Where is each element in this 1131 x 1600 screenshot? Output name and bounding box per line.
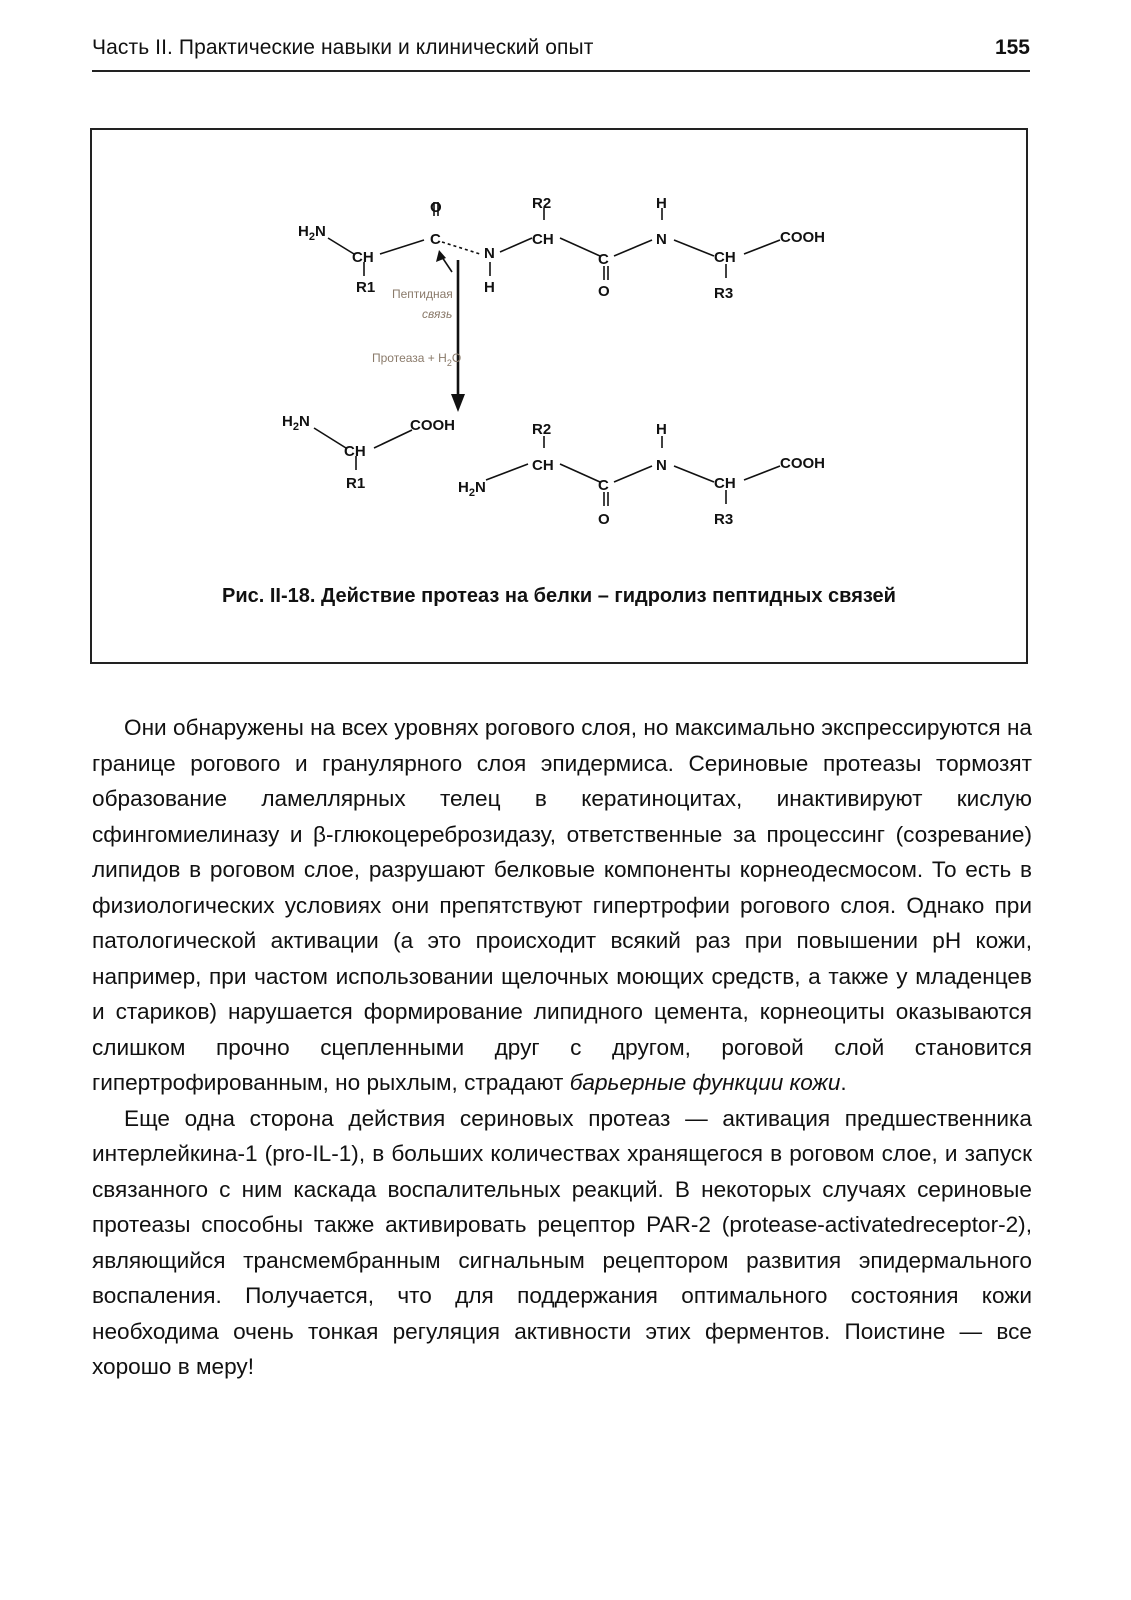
- atom-cooh-3: COOH: [780, 455, 825, 472]
- peptide-hydrolysis-diagram: [92, 130, 1026, 580]
- atom-o-1: O: [430, 199, 442, 216]
- atom-c-1: C: [430, 231, 441, 248]
- page-number: 155: [994, 36, 1030, 59]
- atom-cooh-1: COOH: [780, 229, 825, 246]
- italic-phrase: барьерные функции кожи: [569, 1070, 841, 1095]
- atom-ch-4: CH: [344, 443, 366, 460]
- figure-caption: [92, 585, 1026, 608]
- atom-h-2: H: [656, 195, 667, 212]
- atom-h-1: H: [484, 279, 495, 296]
- atom-n-2: N: [656, 231, 667, 248]
- running-title: Часть II. Практические навыки и клинический опыт: [92, 36, 594, 59]
- svg-text:H2N: $H_2N$: [298, 223, 326, 243]
- atom-ch-3: CH: [714, 249, 736, 266]
- figure-caption-text: Действие протеаз на белки – гидролиз пептидных связей: [315, 585, 896, 607]
- atom-r1: R1: [356, 279, 376, 296]
- atom-ch-5: CH: [532, 457, 554, 474]
- svg-text:H2N: $H_2N$: [282, 413, 310, 433]
- atom-c-2: C: [598, 251, 609, 268]
- paragraph-1: Они обнаружены на всех уровнях рогового слоя, но максимально экспрессируются на границе рогового и гранулярного слоя эпидермиса. Сериновые протеазы тормозят образование ламеллярных телец в кератиноцитах, инактивируют кислую сфингомиелиназу и β-глюкоцереброзидазу, ответственные за процессинг (созревание) липидов в роговом слое, разрушают белковые компоненты корнеодесмосом. То есть в физиологических условиях они препятствуют гипертрофии рогового слоя. Однако при патологической активации (а это происходит всякий раз при повышении pH кожи, например, при частом использовании щелочных моющих средств, а также у младенцев и стариков) нарушается формирование липидного цемента, корнеоциты оказываются слишком прочно сцепленными друг с другом, роговой слой становится гипертрофированным, но рыхлым, страдают барьерные функции кожи.: [92, 715, 1032, 1095]
- atom-r2: R2: [532, 195, 552, 212]
- atom-o-3: O: [598, 511, 610, 528]
- atom-n-1: N: [484, 245, 495, 262]
- atom-ch-2: CH: [532, 231, 554, 248]
- body-text: [92, 710, 1032, 1385]
- atom-ch-1: CH: [352, 249, 374, 266]
- label-protease: Протеаза + $H_2O$: [372, 351, 462, 368]
- svg-text:H2N: $H_2N$: [458, 479, 486, 499]
- page-header: [92, 34, 1030, 72]
- atom-r1-b: R1: [346, 475, 366, 492]
- figure-frame: [90, 128, 1028, 664]
- atom-h-3: H: [656, 421, 667, 438]
- atom-o-2: O: [598, 283, 610, 300]
- paragraph-2: Еще одна сторона действия сериновых протеаз — активация предшественника интерлейкина-1 (pro-IL-1), в больших количествах хранящегося в роговом слое, и запуск связанного с ним каскада воспалительных реакций. В некоторых случаях сериновые протеазы способны также активировать рецептор PAR-2 (protease-activatedreceptor-2), являющийся трансмембранным сигнальным рецептором развития эпидермального воспаления. Получается, что для поддержания оптимального состояния кожи необходима очень тонкая регуляция активности этих ферментов. Поистине — все хорошо в меру!: [92, 1105, 1032, 1379]
- atom-r3-b: R3: [714, 511, 734, 528]
- label-bond: связь: [422, 307, 453, 321]
- atom-c-3: C: [598, 477, 609, 494]
- atom-cooh-2: COOH: [410, 417, 455, 434]
- atom-r2-b: R2: [532, 421, 552, 438]
- atom-n-3: N: [656, 457, 667, 474]
- figure-caption-label: Рис. II-18.: [222, 585, 316, 607]
- label-peptide-bond: Пептидная: [392, 287, 453, 301]
- atom-ch-6: CH: [714, 475, 736, 492]
- atom-r3: R3: [714, 285, 734, 302]
